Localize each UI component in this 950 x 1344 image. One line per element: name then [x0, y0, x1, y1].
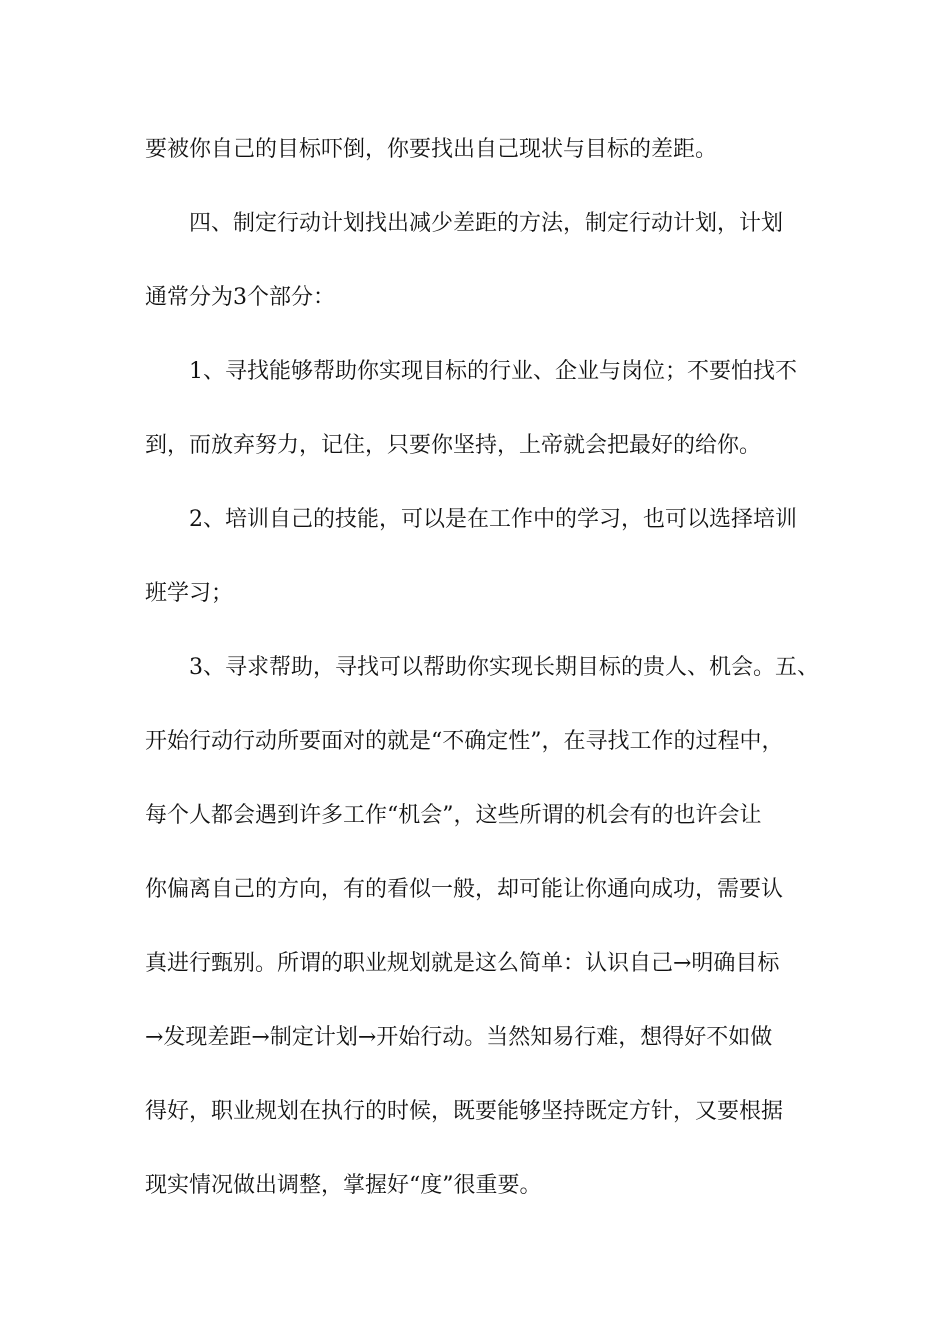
text-line: →发现差距→制定计划→开始行动。当然知易行难，想得好不如做 — [145, 1025, 773, 1050]
text-line: 通常分为3个部分： — [145, 285, 335, 310]
text-line: 得好，职业规划在执行的时候，既要能够坚持既定方针，又要根据 — [145, 1099, 784, 1124]
text-line: 每个人都会遇到许多工作“机会”，这些所谓的机会有的也许会让 — [145, 803, 762, 828]
text-line: 1、寻找能够帮助你实现目标的行业、企业与岗位；不要怕找不 — [145, 359, 797, 384]
text-line: 真进行甄别。所谓的职业规划就是这么简单：认识自己→明确目标 — [145, 951, 780, 976]
document-body — [145, 128, 819, 1238]
text-line: 你偏离自己的方向，有的看似一般，却可能让你通向成功，需要认 — [145, 877, 784, 902]
text-line: 开始行动行动所要面对的就是“不确定性”，在寻找工作的过程中， — [145, 729, 784, 754]
text-line: 到，而放弃努力，记住，只要你坚持，上帝就会把最好的给你。 — [145, 433, 762, 458]
text-line: 四、制定行动计划找出减少差距的方法，制定行动计划，计划 — [145, 211, 784, 236]
text-line: 班学习； — [145, 581, 234, 606]
text-line: 3、寻求帮助，寻找可以帮助你实现长期目标的贵人、机会。五、 — [145, 655, 819, 680]
text-line: 要被你自己的目标吓倒，你要找出自己现状与目标的差距。 — [145, 137, 718, 162]
text-line: 现实情况做出调整，掌握好“度”很重要。 — [145, 1173, 542, 1198]
text-line: 2、培训自己的技能，可以是在工作中的学习，也可以选择培训 — [145, 507, 797, 532]
